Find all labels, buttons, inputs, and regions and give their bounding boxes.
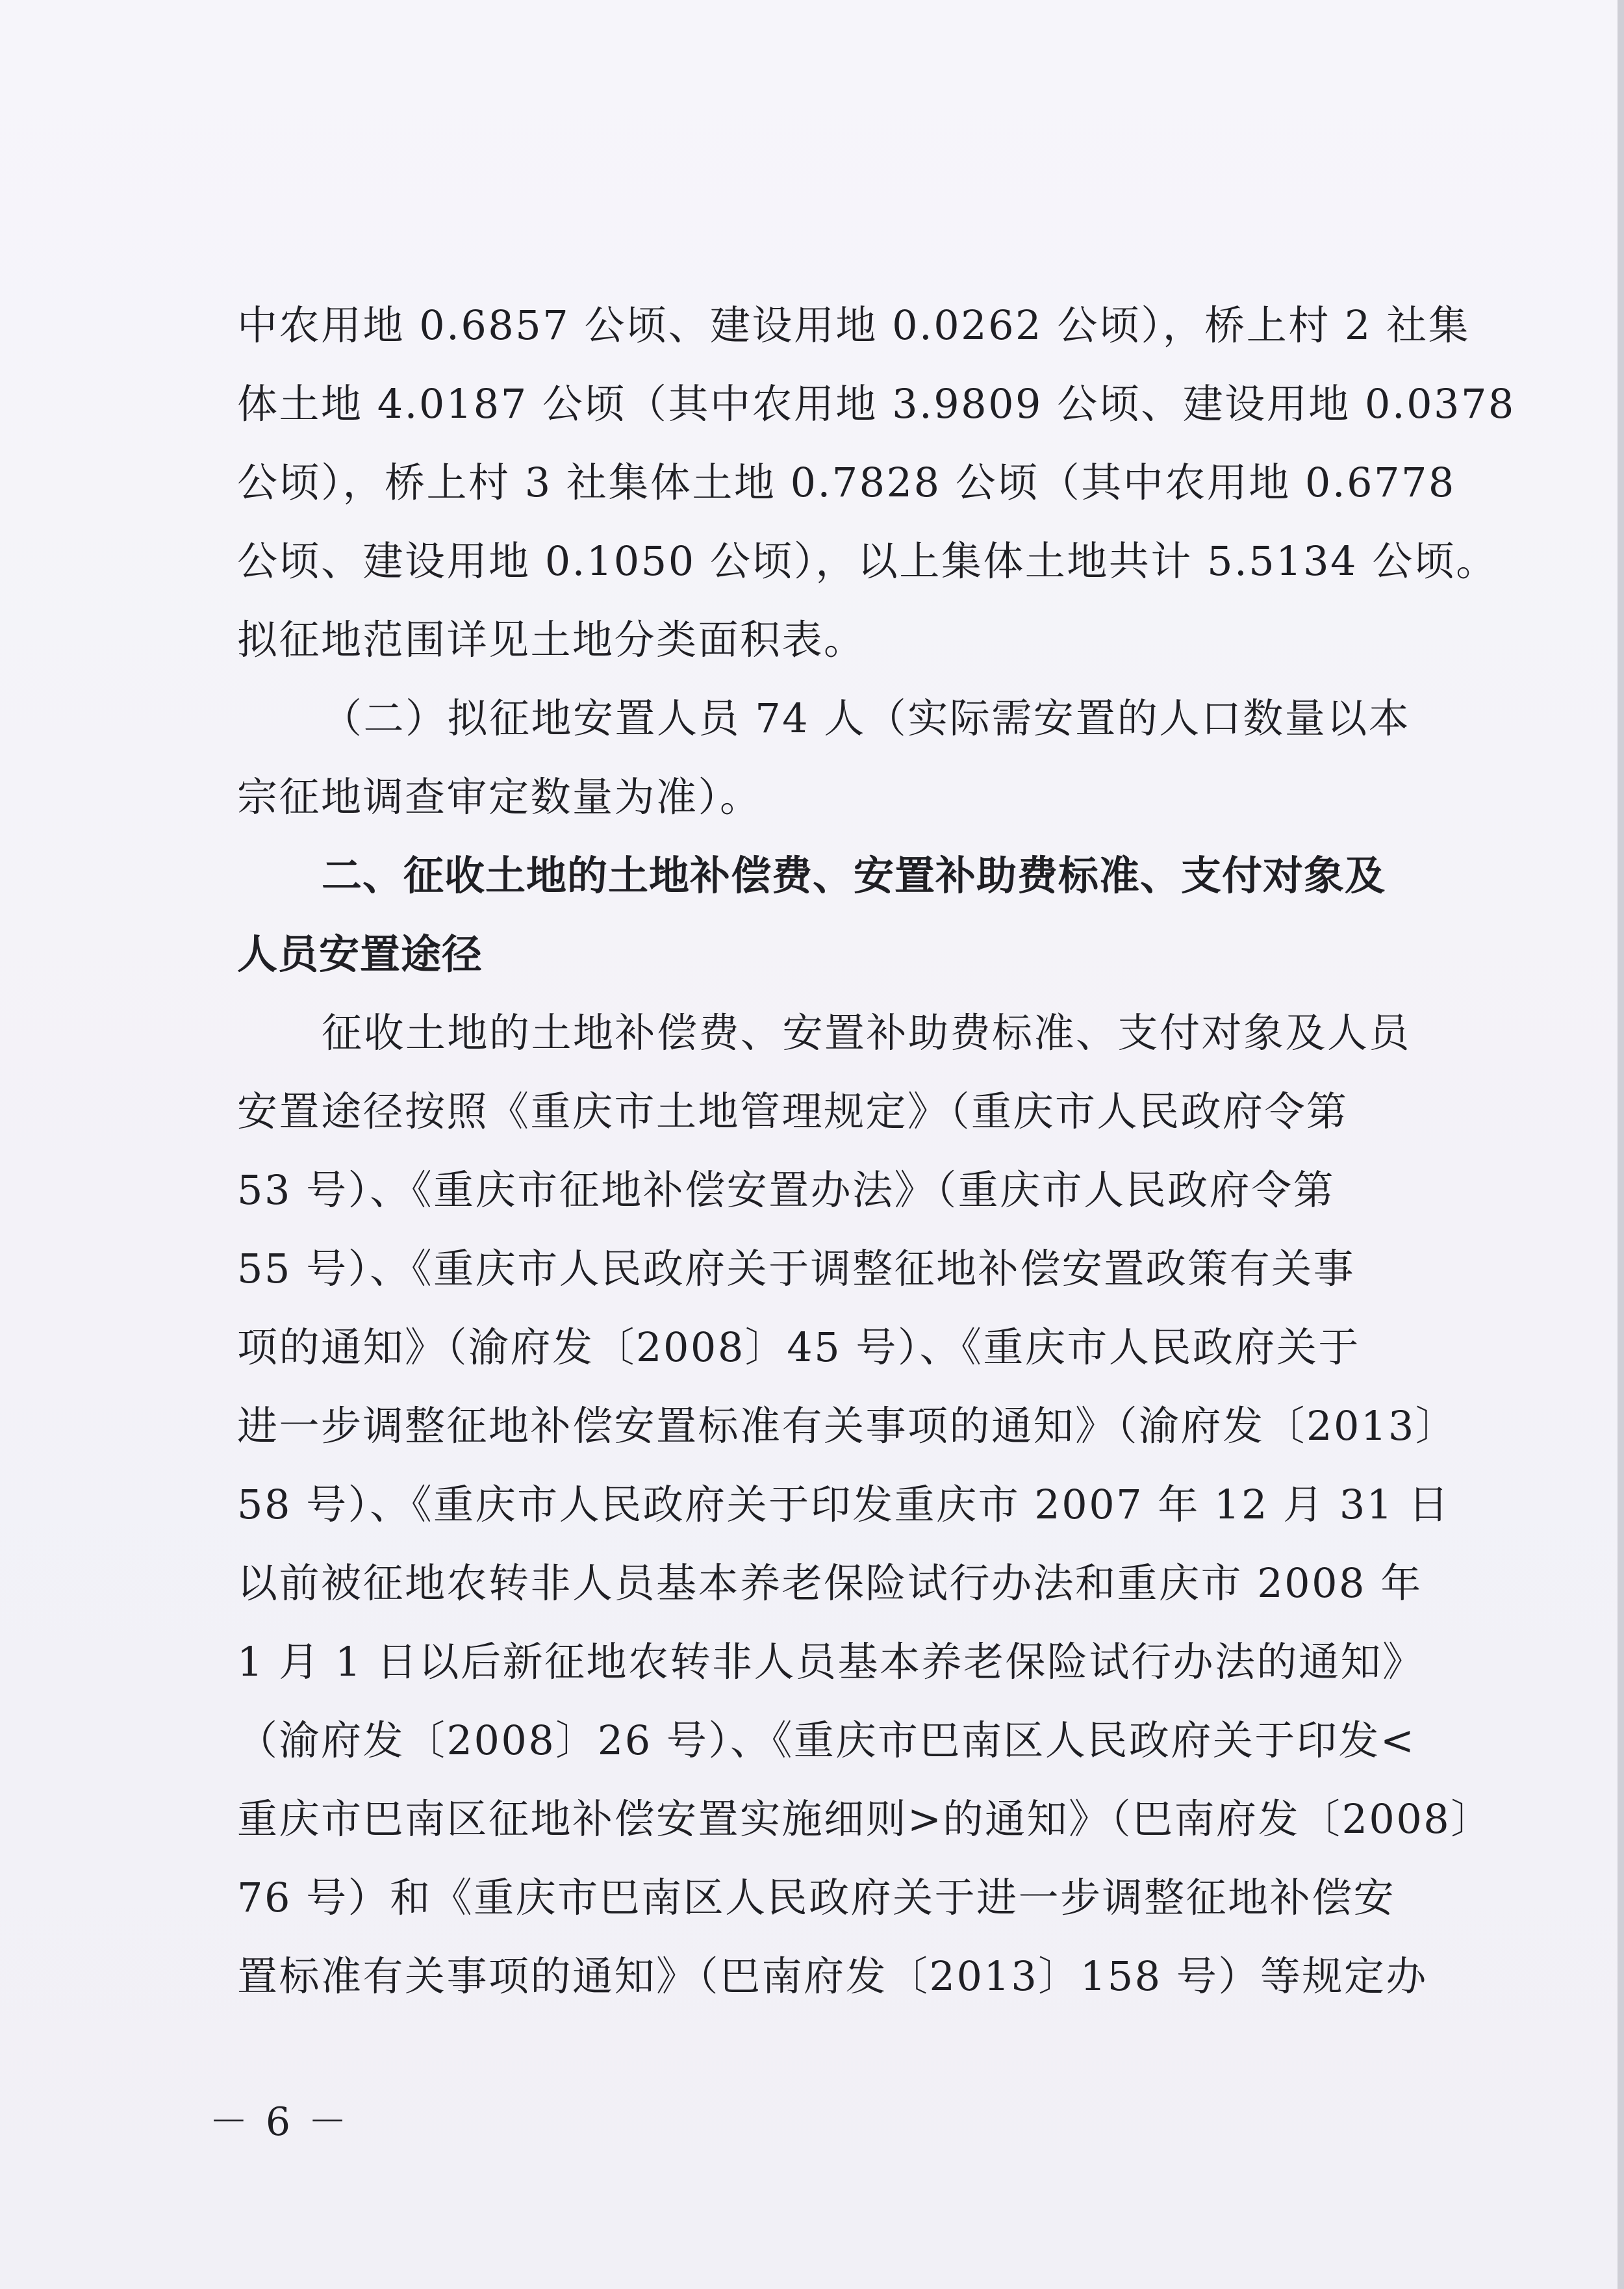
text-line: 项的通知》（渝府发〔2008〕45 号）、《重庆市人民政府关于 xyxy=(237,1324,1360,1371)
text-line: 76 号）和《重庆市巴南区人民政府关于进一步调整征地补偿安 xyxy=(237,1874,1396,1921)
text-line: （渝府发〔2008〕26 号）、《重庆市巴南区人民政府关于印发< xyxy=(237,1717,1416,1764)
text-line: 53 号）、《重庆市征地补偿安置办法》（重庆市人民政府令第 xyxy=(237,1166,1336,1214)
text-line: 55 号）、《重庆市人民政府关于调整征地补偿安置政策有关事 xyxy=(237,1245,1356,1292)
text-line: 体土地 4.0187 公顷（其中农用地 3.9809 公顷、建设用地 0.0378 xyxy=(237,380,1516,428)
text-line: 进一步调整征地补偿安置标准有关事项的通知》（渝府发〔2013〕 xyxy=(237,1402,1458,1450)
text-line: 重庆市巴南区征地补偿安置实施细则>的通知》（巴南府发〔2008〕 xyxy=(237,1795,1493,1843)
scan-edge xyxy=(1618,0,1624,2289)
section-heading: 二、征收土地的土地补偿费、安置补助费标准、支付对象及 xyxy=(322,852,1386,899)
text-line: 58 号）、《重庆市人民政府关于印发重庆市 2007 年 12 月 31 日 xyxy=(237,1481,1451,1528)
text-line: 1 月 1 日以后新征地农转非人员基本养老保险试行办法的通知》 xyxy=(237,1638,1425,1685)
text-line: 中农用地 0.6857 公顷、建设用地 0.0262 公顷），桥上村 2 社集 xyxy=(237,301,1471,349)
text-line: 公顷、建设用地 0.1050 公顷），以上集体土地共计 5.5134 公顷。 xyxy=(237,537,1498,585)
text-line: 以前被征地农转非人员基本养老保险试行办法和重庆市 2008 年 xyxy=(237,1559,1423,1607)
section-heading-continued: 人员安置途径 xyxy=(237,930,483,978)
text-line: 公顷），桥上村 3 社集体土地 0.7828 公顷（其中农用地 0.6778 xyxy=(237,459,1456,506)
text-line: 安置途径按照《重庆市土地管理规定》（重庆市人民政府令第 xyxy=(237,1088,1349,1135)
body-text xyxy=(237,286,1516,2015)
text-line: 置标准有关事项的通知》（巴南府发〔2013〕158 号）等规定办 xyxy=(237,1952,1428,2000)
text-line: 拟征地范围详见土地分类面积表。 xyxy=(237,616,866,663)
paragraph-2-start: （二）拟征地安置人员 74 人（实际需安置的人口数量以本 xyxy=(322,695,1411,742)
paragraph-3-start: 征收土地的土地补偿费、安置补助费标准、支付对象及人员 xyxy=(322,1009,1412,1056)
text-line: 宗征地调查审定数量为准）。 xyxy=(237,773,762,821)
page-number: － 6 － xyxy=(209,2099,350,2145)
